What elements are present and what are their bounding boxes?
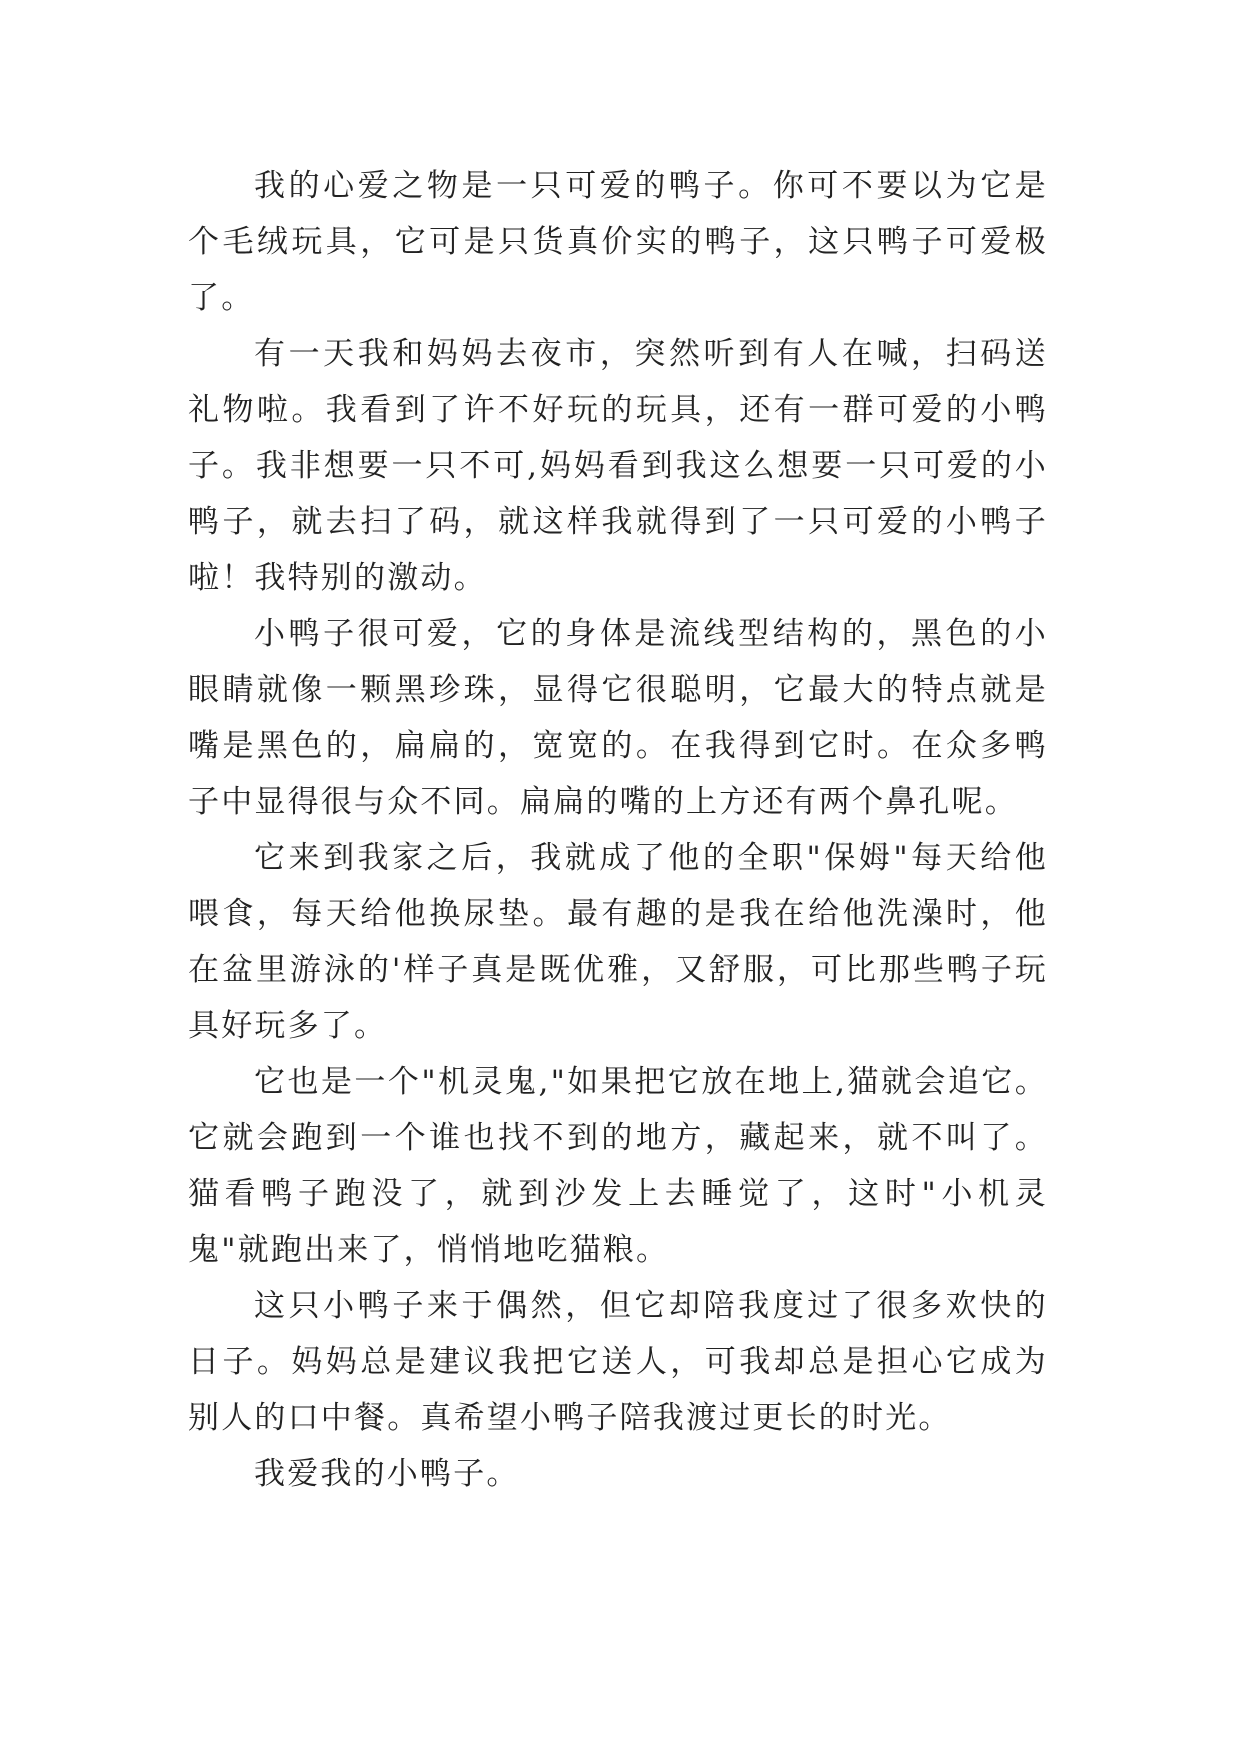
paragraph-2: 有一天我和妈妈去夜市，突然听到有人在喊，扫码送礼物啦。我看到了许不好玩的玩具，还有一群可爱的小鸭子。我非想要一只不可,妈妈看到我这么想要一只可爱的小鸭子，就去扫了码，就这样我就得到了一只可爱的小鸭子啦！我特别的激动。 xyxy=(188,336,1048,596)
paragraph-1: 我的心爱之物是一只可爱的鸭子。你可不要以为它是个毛绒玩具，它可是只货真价实的鸭子，这只鸭子可爱极了。 xyxy=(188,168,1048,316)
essay-body xyxy=(188,158,1048,1502)
paragraph-4: 它来到我家之后，我就成了他的全职"保姆"每天给他喂食，每天给他换尿垫。最有趣的是我在给他洗澡时，他在盆里游泳的'样子真是既优雅，又舒服，可比那些鸭子玩具好玩多了。 xyxy=(188,840,1048,1044)
paragraph-3: 小鸭子很可爱，它的身体是流线型结构的，黑色的小眼睛就像一颗黑珍珠，显得它很聪明，它最大的特点就是嘴是黑色的，扁扁的，宽宽的。在我得到它时。在众多鸭子中显得很与众不同。扁扁的嘴的上方还有两个鼻孔呢。 xyxy=(188,616,1048,820)
paragraph-7: 我爱我的小鸭子。 xyxy=(254,1456,520,1492)
paragraph-6: 这只小鸭子来于偶然，但它却陪我度过了很多欢快的日子。妈妈总是建议我把它送人，可我却总是担心它成为别人的口中餐。真希望小鸭子陪我渡过更长的时光。 xyxy=(188,1288,1048,1436)
paragraph-5: 它也是一个"机灵鬼,"如果把它放在地上,猫就会追它。它就会跑到一个谁也找不到的地方，藏起来，就不叫了。猫看鸭子跑没了，就到沙发上去睡觉了，这时"小机灵鬼"就跑出来了，悄悄地吃猫粮。 xyxy=(188,1064,1048,1268)
